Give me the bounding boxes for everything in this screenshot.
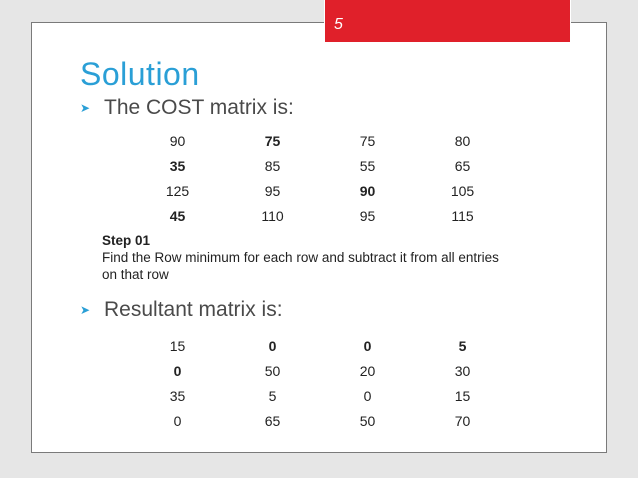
cost-matrix-cell: 55 xyxy=(359,157,376,174)
result-matrix-cell: 0 xyxy=(363,337,372,354)
result-matrix-row xyxy=(130,333,510,358)
cost-matrix-row xyxy=(130,128,510,153)
result-matrix-cell: 20 xyxy=(359,362,376,379)
slide-title: Solution xyxy=(80,56,200,92)
bullet-cost-matrix xyxy=(80,96,294,120)
cost-matrix-row xyxy=(130,153,510,178)
page-number: 5 xyxy=(334,16,343,33)
cost-matrix-row xyxy=(130,178,510,203)
cost-matrix-cell: 75 xyxy=(264,132,281,149)
result-matrix-cell: 15 xyxy=(169,337,186,354)
result-matrix-cell: 0 xyxy=(173,412,182,429)
result-matrix-row xyxy=(130,383,510,408)
result-matrix-cell: 0 xyxy=(363,387,372,404)
result-matrix-cell: 35 xyxy=(169,387,186,404)
cost-matrix-cell: 75 xyxy=(359,132,376,149)
cost-matrix-cell: 90 xyxy=(359,182,376,199)
result-matrix-cell: 0 xyxy=(173,362,182,379)
resultant-matrix-table xyxy=(130,333,510,433)
cost-matrix-cell: 45 xyxy=(169,207,186,224)
result-matrix-cell: 50 xyxy=(264,362,281,379)
page-number-badge xyxy=(324,0,571,43)
cost-matrix-cell: 35 xyxy=(169,157,186,174)
result-matrix-cell: 30 xyxy=(454,362,471,379)
cost-matrix-cell: 80 xyxy=(454,132,471,149)
cost-matrix-cell: 95 xyxy=(264,182,281,199)
bullet-arrow-icon: ➤ xyxy=(80,101,91,116)
cost-matrix-cell: 85 xyxy=(264,157,281,174)
result-matrix-cell: 15 xyxy=(454,387,471,404)
bullet-cost-label: The COST matrix is: xyxy=(104,96,294,119)
result-matrix-cell: 50 xyxy=(359,412,376,429)
result-matrix-row xyxy=(130,408,510,433)
result-matrix-cell: 5 xyxy=(268,387,277,404)
bullet-result-label: Resultant matrix is: xyxy=(104,298,283,321)
bullet-arrow-icon: ➤ xyxy=(80,303,91,318)
cost-matrix-cell: 65 xyxy=(454,157,471,174)
cost-matrix-cell: 90 xyxy=(169,132,186,149)
result-matrix-row xyxy=(130,358,510,383)
cost-matrix-row xyxy=(130,203,510,228)
step-title: Step 01 xyxy=(102,233,151,248)
bullet-resultant-matrix xyxy=(80,298,283,322)
cost-matrix-cell: 95 xyxy=(359,207,376,224)
cost-matrix-cell: 125 xyxy=(165,182,190,199)
cost-matrix-cell: 115 xyxy=(451,207,474,224)
cost-matrix-cell: 110 xyxy=(261,207,284,224)
result-matrix-cell: 5 xyxy=(458,337,467,354)
cost-matrix-table xyxy=(130,128,510,228)
step-text: Find the Row minimum for each row and subtract it from all entries on that row xyxy=(102,250,499,282)
cost-matrix-cell: 105 xyxy=(450,182,475,199)
step-description xyxy=(102,232,512,283)
result-matrix-cell: 70 xyxy=(454,412,471,429)
result-matrix-cell: 65 xyxy=(264,412,281,429)
result-matrix-cell: 0 xyxy=(268,337,277,354)
